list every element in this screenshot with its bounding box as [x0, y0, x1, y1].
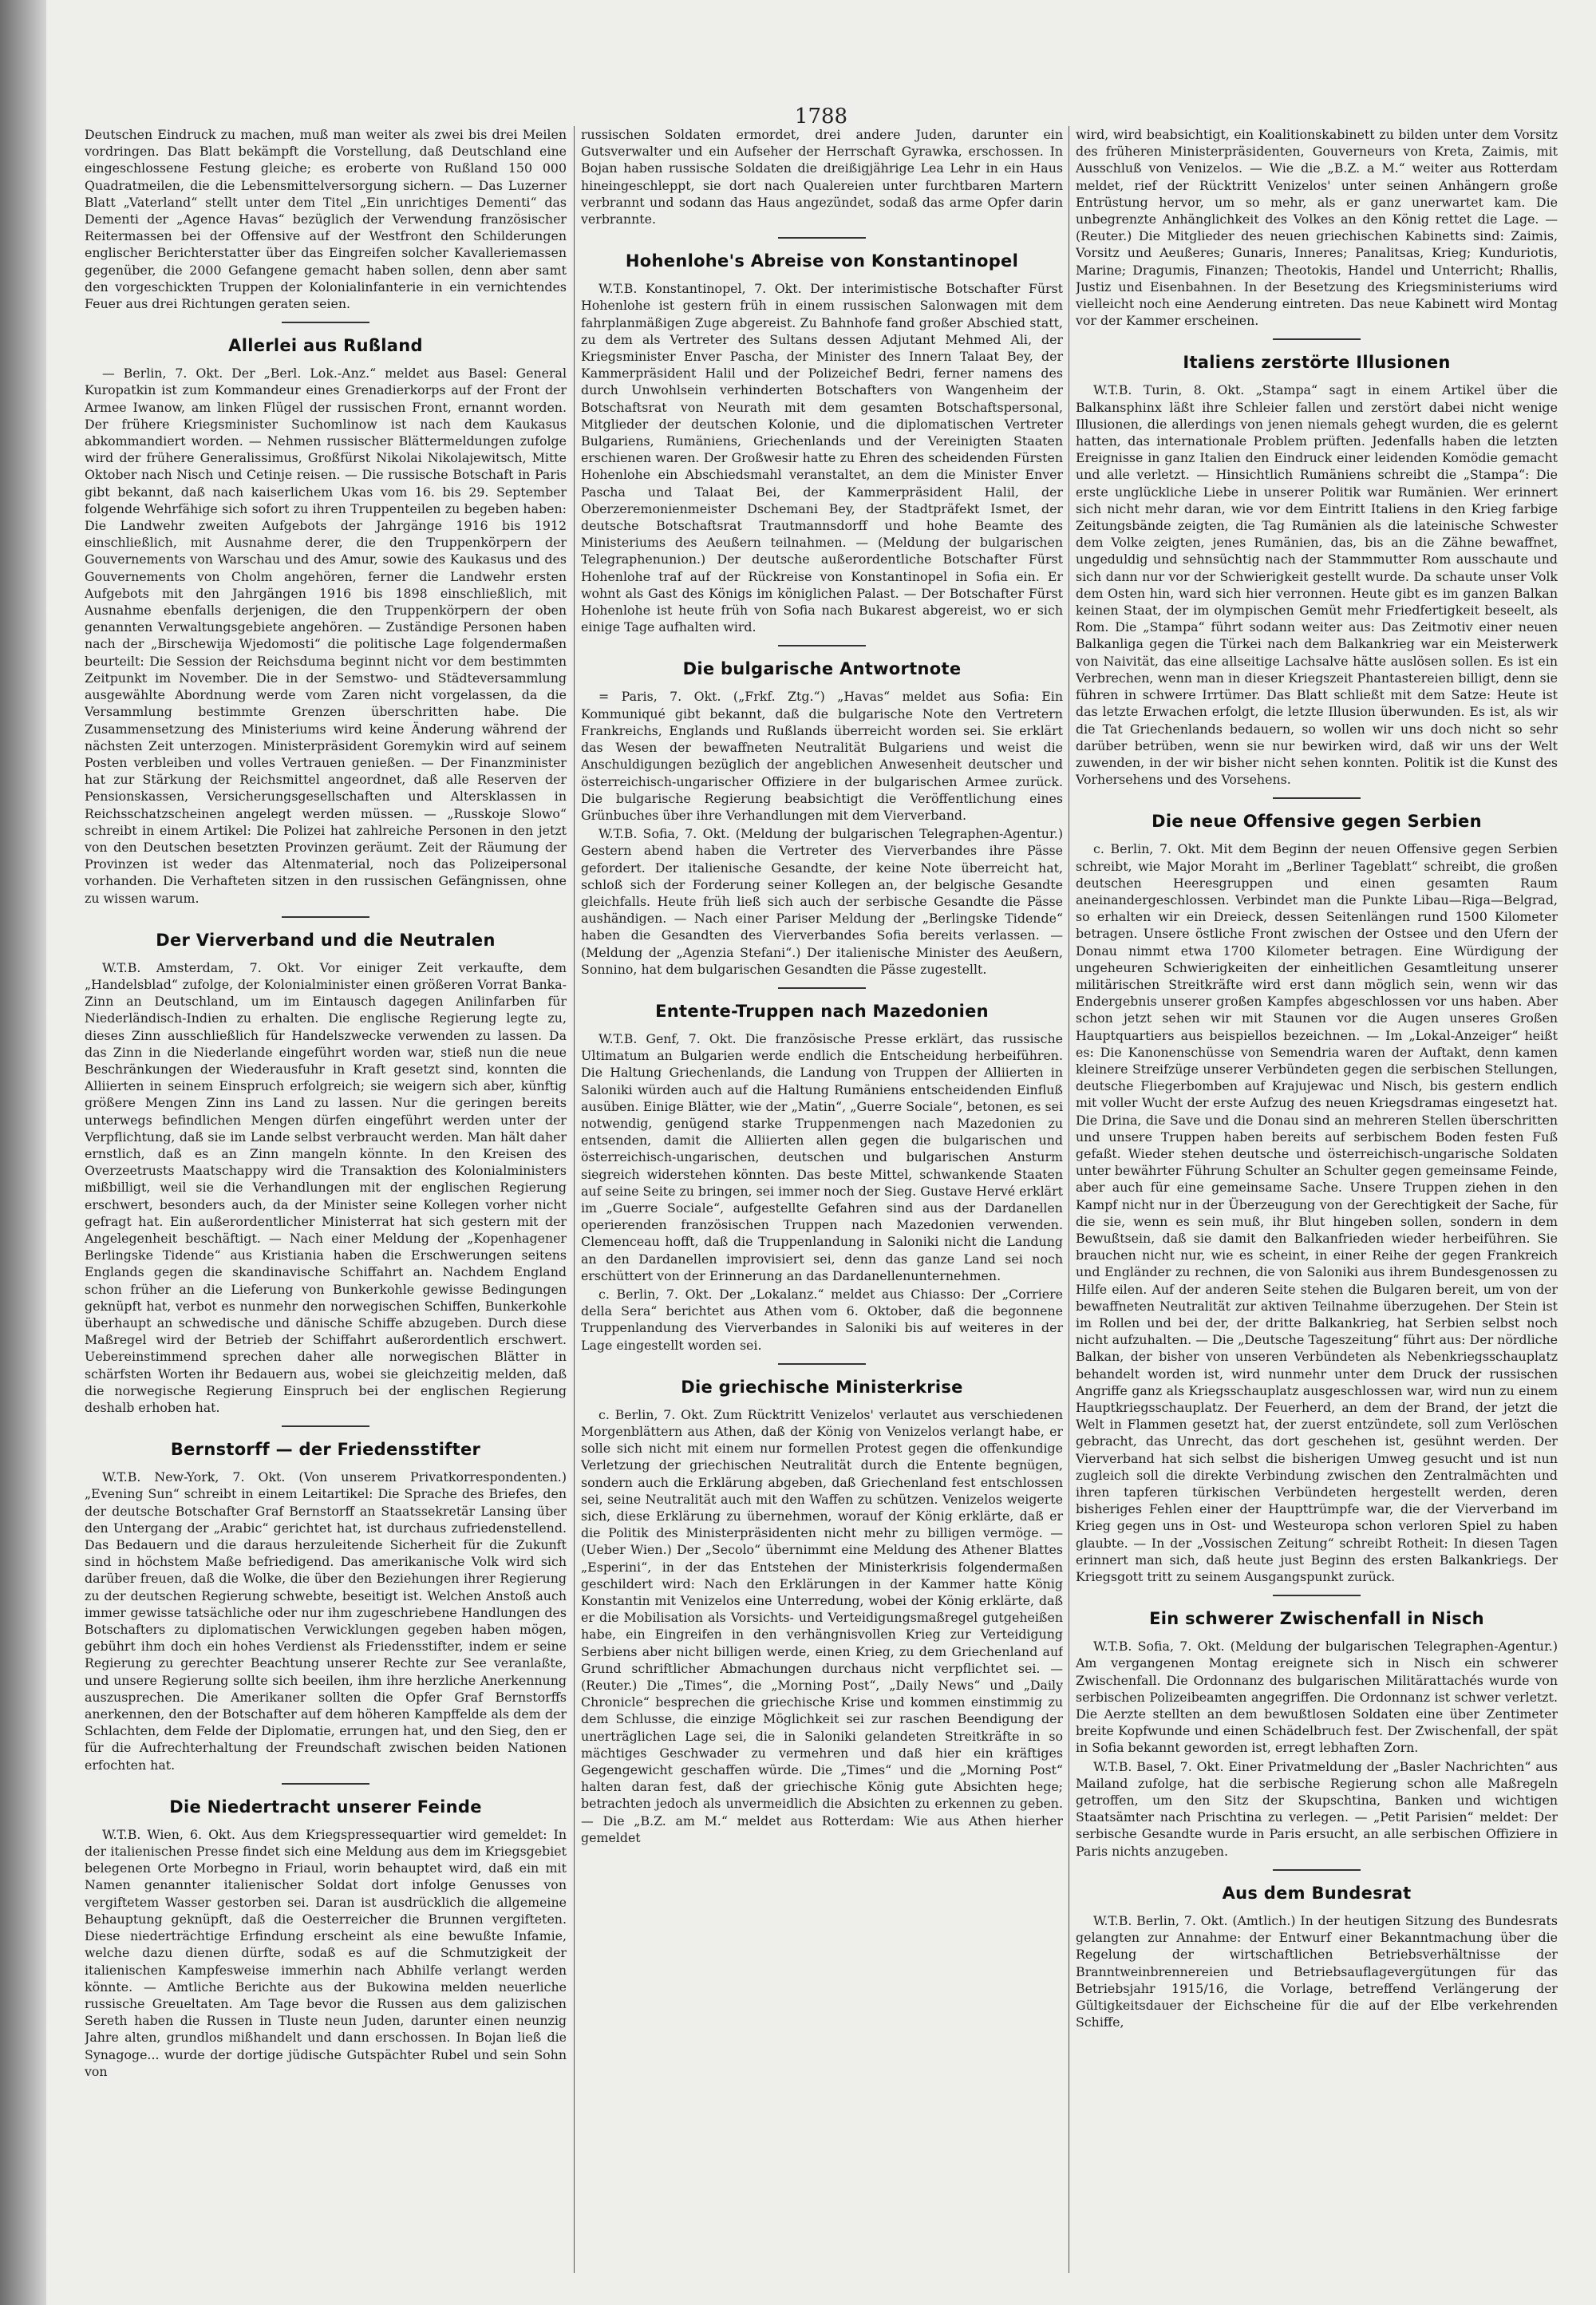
newspaper-page	[46, 0, 1596, 2305]
separator	[1273, 338, 1361, 340]
article-continuation: wird, wird beabsichtigt, ein Koalitionskabinett zu bilden unter dem Vorsitz des früheren Ministerpräsidenten, Gouverneurs von Kreta, Zaimis, mit Ausschluß von Venizelos. — Wie die „B.Z. a M.“ weiter aus Rotterdam meldet, rief der Rücktritt Venizelos' unter seinen Anhängern große Entrüstung hervor, um so mehr, als er ganz unerwartet kam. Die unbegrenzte Anhänglichkeit des Volkes an den König rettet die Lage. — (Reuter.) Die Mitglieder des neuen griechischen Kabinetts sind: Zaimis, Vorsitz und Aeußeres; Gunaris, Inneres; Panalitsas, Krieg; Kunduriotis, Marine; Dragumis, Finanzen; Theotokis, Handel und Unterricht; Rhallis, Justiz und Eisenbahnen. In der Besetzung des Kriegsministeriums wird vielleicht noch eine Aenderung eintreten. Das neue Kabinett wird Montag vor der Kammer erscheinen.	[1076, 127, 1558, 329]
article-entente-mazedonien: W.T.B. Genf, 7. Okt. Die französische Presse erklärt, das russische Ultimatum an Bulgarien werde endlich die Entscheidung herbeiführen. Die Haltung Griechenlands, die Landung von Truppen der Alliierten in Saloniki würden auch auf die Haltung Rumäniens entscheidenden Einfluß ausüben. Einige Blätter, wie der „Matin“, „Guerre Sociale“, betonen, es sei notwendig, genügend starke Truppenmengen nach Mazedonien zu entsenden, damit die Alliierten allen gegen die bulgarischen und österreichisch-ungarischen, deutschen und bulgarischen Ansturm siegreich widerstehen könnten. Das beste Mittel, schwankende Staaten auf seine Seite zu bringen, sei immer noch der Sieg. Gustave Hervé erklärt im „Guerre Sociale“, aufgestellte Gefahren sind aus der Dardanellen operierenden französischen Truppen nach Mazedonien verwenden. Clemenceau hofft, daß die Truppenlandung in Saloniki nicht die Landung an den Dardanellen improvisiert sei, denn das ganze Land sei noch erschüttert von der Erinnerung an das Dardanellenunternehmen.	[581, 1030, 1063, 1283]
headline-bulgarische-antwortnote: Die bulgarische Antwortnote	[682, 659, 962, 679]
headline-bundesrat: Aus dem Bundesrat	[1222, 1883, 1412, 1903]
article-russland: — Berlin, 7. Okt. Der „Berl. Lok.-Anz.“ meldet aus Basel: General Kuropatkin ist zum Kommandeur eines Grenadierkorps auf der Front der Armee Iwanow, am linken Flügel der russischen Front, ernannt worden. Der frühere Kriegsminister Suchomlinow ist nach dem Kaukasus abkommandiert worden. — Nehmen russischer Blättermeldungen zufolge wird der frühere Generalissimus, Großfürst Nikolai Nikolajewitsch, Mitte Oktober nach Nisch und Cetinje reisen. — Die russische Botschaft in Paris gibt bekannt, daß nach kaiserlichem Ukas vom 16. bis 29. September folgende Wehrfähige sich sofort zu ihren Truppenteilen zu begeben haben: Die Landwehr zweiten Aufgebots der Jahrgänge 1916 bis 1912 einschließlich, mit Ausnahme derer, die den Truppenkörpern der Gouvernements von Warschau und des Amur, sowie des Kaukasus und des Gouvernements von Cholm angehören, ferner die Landwehr ersten Aufgebots mit den Jahrgängen 1916 bis 1898 einschließlich, mit Ausnahme ebenfalls derjenigen, die den Truppenkörpern der oben genannten Verwaltungsgebiete angehören. — Zuständige Personen haben nach der „Birschewija Wjedomosti“ die politische Lage folgendermaßen beurteilt: Die Session der Reichsduma beginnt nicht vor dem bestimmten Zeitpunkt im November. Die in der Semstwo- und Städteversammlung ausgewählte Abordnung werde vom Zaren nicht vorgelassen, da die Versammlung bestimmte Grenzen überschritten habe. Die Zusammensetzung des Ministeriums wird keine Änderung während der nächsten Zeit unterzogen. Ministerpräsident Goremykin wird auf seinem Posten verbleiben und volles Vertrauen genießen. — Der Finanzminister hat zur Stärkung der Reichsmittel angeordnet, daß alle Reserven der Pensionskassen, Versicherungsgesellschaften und Altersklassen in Reichsschatzscheinen angelegt werden müssen. — „Russkoje Slowo“ schreibt in einem Artikel: Die Polizei hat zahlreiche Personen in den jetzt von den Deutschen besetzten Provinzen geräumt. Zeit der Räumung der Provinzen ist weder das Altenmaterial, noch das Polizeipersonal vorhanden. Die Verhafteten sitzen in den russischen Gefängnissen, ohne zu wissen warum.	[85, 366, 567, 906]
article-bulgarische-antwortnote: = Paris, 7. Okt. („Frkf. Ztg.“) „Havas“ meldet aus Sofia: Ein Kommuniqué gibt bekannt, daß die bulgarische Note den Vertretern Frankreichs, Englands und Rußlands überreicht worden sei. Sie erklärt das Wesen der bewaffneten Neutralität Bulgariens und weist die Anschuldigungen bezüglich der angeblichen Anwesenheit deutscher und österreichisch-ungarischer Offiziere in der bulgarischen Armee zurück. Die bulgarische Regierung beabsichtigt die Veröffentlichung eines Grünbuches über ihre Verhandlungen mit dem Vierverband.	[581, 689, 1063, 823]
article-bernstorff: W.T.B. New-York, 7. Okt. (Von unserem Privatkorrespondenten.) „Evening Sun“ schreibt in einem Leitartikel: Die Sprache des Briefes, den der deutsche Botschafter Graf Bernstorff an Staatssekretär Lansing über den Untergang der „Arabic“ gerichtet hat, ist durchaus zufriedenstellend. Das Bedauern und die daraus herzuleitende Sicherheit für die Zukunft sind in höchstem Maße befriedigend. Das amerikanische Volk wird sich darüber freuen, daß die Wolke, die über den Beziehungen ihrer Regierung zu der deutschen Regierung schwebte, beseitigt ist. Welchen Anstoß auch immer gewisse tatsächliche oder nur ihm zugeschriebene Handlungen des Botschafters zu diplomatischen Verwicklungen gegeben haben mögen, gebührt ihm doch ein hohes Verdienst als Friedensstifter, indem er seine Regierung zu gerechter Beachtung unserer Rechte zur See veranlaßte, und unsere Regierung sollte sich beeilen, ihm ihre herzliche Anerkennung auszusprechen. Die Amerikaner sollten die Opfer Graf Bernstorffs anerkennen, den der Botschafter auf dem höheren Kampffelde als dem der Schlachten, dem Felde der Diplomatie, errungen hat, und den Sieg, den er für die Aufrechterhaltung der Freundschaft zwischen beiden Nationen erfochten hat.	[85, 1469, 567, 1773]
article-hohenlohe: W.T.B. Konstantinopel, 7. Okt. Der interimistische Botschafter Fürst Hohenlohe ist gestern früh in einem russischen Salonwagen mit dem fahrplanmäßigen Zuge abgereist. Zu Bahnhofe fand großer Abschied statt, zu dem als Vertreter des Sultans dessen Adjutant Mehmed Ali, der Kriegsminister Enver Pascha, der Minister des Innern Talaat Bey, der Kammerpräsident Halil und der Polizeichef Bedri, ferner namens des durch Unwohlsein verhinderten Botschafters von Wangenheim der Botschaftsrat von Neurath mit dem gesamten Botschaftspersonal, Mitglieder der deutschen Kolonie, und die diplomatischen Vertreter Bulgariens, Rumäniens, Griechenlands und der Vereinigten Staaten erschienen waren. Der Großwesir hatte zu Ehren des scheidenden Fürsten Hohenlohe ein Abschiedsmahl veranstaltet, an dem die Minister Enver Pascha und Talaat Bei, der Kammerpräsident Halil, der Oberzeremonienmeister Dschemani Bey, der Stadtpräfekt Ismet, der deutsche Botschaftsrat Trautmannsdorff und hohe Beamte des Ministeriums des Aeußern teilnahmen. — (Meldung der bulgarischen Telegraphenunion.) Der deutsche außerordentliche Botschafter Fürst Hohenlohe traf auf der Rückreise von Konstantinopel in Sofia ein. Er wohnt als Gast des Königs im königlichen Palast. — Der Botschafter Fürst Hohenlohe ist heute früh von Sofia nach Bukarest abgereist, wo er sich einige Tage aufhalten wird.	[581, 281, 1063, 635]
article-italiens-illusionen: W.T.B. Turin, 8. Okt. „Stampa“ sagt in einem Artikel über die Balkansphinx läßt ihre Schleier fallen und zerstört dabei nicht wenige Illusionen, die allerdings von jenen niemals gehegt wurden, die es gelernt hatten, das internationale Problem prüften. Jedenfalls haben die letzten Ereignisse in ganz Italien den Eindruck einer leidenden Komödie gemacht und alle verletzt. — Hinsichtlich Rumäniens schreibt die „Stampa“: Die erste unglückliche Liebe in unserer Politik war Rumänien. Wer erinnert sich nicht mehr daran, wie vor dem Eintritt Italiens in den Krieg farbige Zeitungsbände zeigten, die Tag Rumänien als die lateinische Schwester dem Volke zeigten, jenes Rumänien, das, bis an die Zähne bewaffnet, ungeduldig und sehnsüchtig nach der Stammmutter Rom ausschaute und sich dann nur vor der Schwierigkeit gestellt wurde. Da schaute unser Volk dem Osten hin, ward sich hier verronnen. Heute gibt es im ganzen Balkan keinen Staat, der im olympischen Gemüt mehr Friedfertigkeit beseelt, als Rom. Die „Stampa“ führt sodann weiter aus: Das Zeitmotiv einer neuen Balkanliga gegen die Türkei nach dem Balkankrieg war ein Meisterwerk von Naivität, das eine allseitige Lachsalve hätte auslösen sollen. Es ist ein Verbrechen, wenn man in dieser Kriegszeit Phantastereien billigt, denn sie führen in schwere Irrtümer. Das Blatt schließt mit dem Satze: Heute ist das letzte Erwachen erfolgt, die letzte Illusion überwunden. Es ist, als wir die Tat Griechenlands bedauern, so wollen wir uns doch nicht so sehr darüber betrüben, wenn sie nur bewirken wird, daß wir uns der Welt zuwenden, in der wir bisher nicht sehen konnten. Politik ist die Kunst des Vorhersehens und des Vorsehens.	[1076, 382, 1558, 788]
article-zwischenfall-nisch-2: W.T.B. Basel, 7. Okt. Einer Privatmeldung der „Basler Nachrichten“ aus Mailand zufolge, hat die serbische Regierung schon alle Maßregeln getroffen, um den Sitz der Skupschtina, Banken und wichtigen Staatsämter nach Prischtina zu verlegen. — „Petit Parisien“ meldet: Der serbische Gesandte wurde in Paris ersucht, an alle serbischen Offiziere in Paris nichts anzugeben.	[1076, 1758, 1558, 1859]
article-bundesrat: W.T.B. Berlin, 7. Okt. (Amtlich.) In der heutigen Sitzung des Bundesrats gelangten zur Annahme: der Entwurf einer Bekanntmachung über die Regelung der wirtschaftlichen Betriebsverhältnisse der Branntweinbrennereien und Betriebsauflagevergütungen für das Betriebsjahr 1915/16, die Vorlage, betreffend Verlängerung der Gültigkeitsdauer der Eichscheine für die auf der Elbe verkehrenden Schiffe,	[1076, 1912, 1558, 2030]
column-rule-left	[574, 126, 575, 2273]
article-vierverband-neutralen: W.T.B. Amsterdam, 7. Okt. Vor einiger Zeit verkaufte, dem „Handelsblad“ zufolge, der Kolonialminister einen größeren Vorrat Banka-Zinn an Deutschland, um im Eintausch dagegen Anilinfarben für Niederländisch-Indien zu erhalten. Die englische Regierung legte zu, dieses Zinn ausschließlich für Handelszwecke verwenden zu lassen. Da das Zinn in die Niederlande eingeführt worden war, stieß nun die neue Beschränkungen der Wiederausfuhr in Kraft gesetzt sind, konnten die Alliierten in seinem Einspruch erfolgreich; sie weigern sich aber, künftig größere Mengen Zinn ins Land zu lassen. Nur die geringen bereits unterwegs befindlichen Mengen dürfen eingeführt werden unter der Verpflichtung, daß sie im Lande selbst verbraucht werden. Man hält daher ernstlich, daß es an Zinn mangeln könnte. In den Kreisen des Overzeetrusts Maatschappy wird die Transaktion des Kolonialministers mißbilligt, weil sie die Verhandlungen mit der englischen Regierung erschwert, besonders auch, da der Minister seine Kollegen vorher nicht gefragt hat. Ein außerordentlicher Ministerrat hat sich gestern mit der Angelegenheit beschäftigt. — Nach einer Meldung der „Kopenhagener Berlingske Tidende“ aus Kristiania haben die Erschwerungen seitens Englands gegen die skandinavische Schiffahrt an. Nachdem England schon früher an die Lieferung von Bunkerkohle gewisse Bedingungen geknüpft hat, verbot es nunmehr den norwegischen Schiffen, Bunkerkohle überhaupt an schwedische und dänische Schiffe abzugeben. Durch diese Maßregel wird der Betrieb der Schiffahrt außerordentlich erschwert. Uebereinstimmend sprechen daher alle norwegischen Blätter in schärfsten Worten ihr Bedauern aus, wobei sie gleichzeitig melden, daß die norwegische Regierung Einspruch bei der englischen Regierung deshalb erhoben hat.	[85, 959, 567, 1416]
headline-hohenlohe: Hohenlohe's Abreise von Konstantinopel	[625, 251, 1019, 271]
separator	[282, 322, 369, 323]
separator	[282, 916, 369, 918]
separator	[778, 645, 866, 646]
headline-niedertracht: Die Niedertracht unserer Feinde	[169, 1797, 482, 1817]
separator	[1273, 1595, 1361, 1596]
article-offensive-serbien: c. Berlin, 7. Okt. Mit dem Beginn der neuen Offensive gegen Serbien schreibt, wie Major Moraht im „Berliner Tageblatt“ schreibt, die großen deutschen Heeresgruppen und einen gesamten Raum aneinandergeschlossen. Verbindet man die Punkte Libau—Riga—Belgrad, so erhalten wir ein Dreieck, dessen Seitenlängen rund 1500 Kilometer betragen. Unsere östliche Front zwischen der Ostsee und den Ufern der Donau nimmt etwa 1700 Kilometer betragen. Eine Würdigung der ungeheuren Schwierigkeiten der einheitlichen Gesamtleitung unserer militärischen Streitkräfte wird erst dann möglich sein, wenn wir das Endergebnis unserer großen Kampfes abgeschlossen vor uns haben. Aber schon jetzt sehen wir mit Staunen vor die Augen unseres Großen Hauptquartiers aus beispiellos bezeichnen. — Im „Lokal-Anzeiger“ heißt es: Die Kanonenschüsse von Semendria waren der Auftakt, denn kamen kleinere Streifzüge unserer Verbündeten gegen die serbischen Stellungen, deutsche Fliegerbomben auf Krajujewac und Nisch, bis gestern endlich mit voller Wucht der erste Aufzug des neuen Kriegsdramas eingesetzt hat. Die Drina, die Save und die Donau sind an mehreren Stellen überschritten und unsere Truppen haben bereits auf serbischem Boden festen Fuß gefaßt. Wieder stehen deutsche und österreichisch-ungarische Soldaten unter bewährter Führung Schulter an Schulter gegen gemeinsame Feinde, aber auch für eine gemeinsame Sache. Unsere Truppen ziehen in den Kampf nicht nur in der Überzeugung von der Gerechtigkeit der Sache, für die sie, wenn es sein muß, ihr Blut hingeben sollen, sondern in dem Bewußtsein, daß sie damit den Balkanfrieden wieder herbeiführen. Sie brauchen nicht nur, wie es scheint, in einer Reihe der gegen Frankreich und Engländer zu rechnen, die von Saloniki aus ihrem Bundesgenossen zu Hilfe eilen. Auf der anderen Seite stehen die Bulgaren bereit, um von der bewaffneten Neutralität zur aktiven Teilnahme überzugehen. Der Stein ist im Rollen und bei der, der dritte Balkankrieg, hat Serbien selbst noch nicht aufzuhalten. — Die „Deutsche Tageszeitung“ führt aus: Der nördliche Balkan, der bisher von unseren Verbündeten als Nebenkriegsschauplatz behandelt worden ist, wird nunmehr unter dem Druck der russischen Angriffe ganz als Kriegsschauplatz ausgeschlossen war, wird nun zu einem Hauptkriegsschauplatz. Der Feuerherd, an dem der Brand, der jetzt die Welt in Flammen gesetzt hat, der zuerst entzündete, soll zum Verlöschen gebracht, das Unrecht, das dort geschehen ist, gesühnt werden. Der Vierverband hat sich selbst die bisherigen Umweg gesucht und ist nun zugleich soll die direkte Verbindung zwischen den Zentralmächten und ihren tapferen türkischen Verbündeten hergestellt werden, deren bisheriges Fehlen einer der Haupttrümpfe war, die der Vierverband im Krieg gegen uns in Ost- und Westeuropa schon verloren Spiel zu haben glaubte. — In der „Vossischen Zeitung“ schreibt Rotheit: In diesen Tagen erinnert man sich, daß heute just Beginn des ersten Balkankriegs. Der Kriegsgott tritt zu seinem Ausgangspunkt zurück.	[1076, 841, 1558, 1585]
separator	[778, 237, 866, 239]
article-niedertracht: W.T.B. Wien, 6. Okt. Aus dem Kriegspressequartier wird gemeldet: In der italienischen Presse findet sich eine Meldung aus dem im Kriegsgebiet belegenen Orte Morbegno in Friaul, worin behauptet wird, daß ein mit Namen genannter italienischer Soldat dort infolge Genusses von vergiftetem Wasser gestorben sei. Daran ist ausdrücklich die allgemeine Behauptung geknüpft, daß die Oesterreicher die Brunnen vergifteten. Diese niederträchtige Erfindung erscheint als eine bewußte Infamie, welche dazu dienen dürfte, sodaß es auf die Schmutzigkeit der italienischen Kampfesweise immerhin nach Abhilfe verlangt werden könnte. — Amtliche Berichte aus der Bukowina melden neuerliche russische Greueltaten. Am Tage bevor die Russen aus dem galizischen Sereth haben die Russen in Tluste neun Juden, darunter einen neunzig Jahre alten, grundlos mißhandelt und dann erschossen. In Bojan ließ die Synagoge... wurde der dortige jüdische Gutspächter Rubel und sein Sohn von	[85, 1826, 567, 2079]
article-zwischenfall-nisch: W.T.B. Sofia, 7. Okt. (Meldung der bulgarischen Telegraphen-Agentur.) Am vergangenen Montag ereignete sich in Nisch ein schwerer Zwischenfall. Die Ordonnanz des bulgarischen Militärattachés wurde von serbischen Polizeibeamten angegriffen. Die Ordonnanz ist schwer verletzt. Die Aerzte stellten an dem bewußtlosen Soldaten eine über Zentimeter breite Kopfwunde und einen Schädelbruch fest. Der Zwischenfall, der spät in Sofia bekannt geworden ist, erregt lebhaften Zorn.	[1076, 1639, 1558, 1756]
article-continuation: Deutschen Eindruck zu machen, muß man weiter als zwei bis drei Meilen vordringen. Das Blatt bekämpft die Vorstellung, daß Deutschland eine eingeschlossene Festung gleiche; es eroberte von Rußland 150 000 Quadratmeilen, die die Lebensmittelversorgung sichern. — Das Luzerner Blatt „Vaterland“ stellt unter dem Titel „Ein unrichtiges Dementi“ das Dementi der „Agence Havas“ bezüglich der Verwendung französischer Reitermassen bei der Offensive auf der Westfront den Schilderungen englischer Berichterstatter über das Eingreifen solcher Kavalleriemassen gegenüber, die 2000 Gefangene gemacht haben sollen, denn aber samt den vorgeschickten Truppen der Kolonialinfanterie in ein vernichtendes Feuer aus drei Richtungen geraten seien.	[85, 127, 567, 312]
headline-zwischenfall-nisch: Ein schwerer Zwischenfall in Nisch	[1149, 1609, 1484, 1629]
column-1	[85, 126, 567, 2281]
article-griechische-ministerkrise: c. Berlin, 7. Okt. Zum Rücktritt Venizelos' verlautet aus verschiedenen Morgenblättern aus Athen, daß der König von Venizelos verlangt habe, er solle sich nicht mit einem nur formellen Protest gegen die offenkundige Verletzung der griechischen Neutralität durch die Entente begnügen, sondern auch die Erklärung abgeben, daß Griechenland fest entschlossen sei, seine Neutralität auch mit den Waffen zu schützen. Venizelos weigerte sich, diese Erklärung zu übernehmen, worauf der König erklärte, daß er die Politik des Ministerpräsidenten nicht mehr zu billigen vermöge. — (Ueber Wien.) Der „Secolo“ übernimmt eine Meldung des Athener Blattes „Esperini“, in der das Entstehen der Ministerkrisis folgendermaßen geschildert wird: Nach den Erklärungen in der Kammer hatte König Konstantin mit Venizelos eine Unterredung, wobei der König erklärte, daß er die Mobilisation als Vorsichts- und Verteidigungsmaßregel gutgeheißen habe, ein Eingreifen in den verhängnisvollen Krieg zur Verteidigung Serbiens aber nicht billigen werde, einen Krieg, zu dem Griechenland auf Grund schriftlicher Abmachungen durchaus nicht verpflichtet sei. — (Reuter.) Die „Times“, die „Morning Post“, „Daily News“ und „Daily Chronicle“ besprechen die griechische Krise und kommen einstimmig zu dem Schlusse, die einzige Möglichkeit sei zur raschen Beendigung der unerträglichen Lage sei, die in Saloniki gelandeten Streitkräfte in so mächtiges Geschwader zu vermehren und daß hier ein kräftiges Gegengewicht geschaffen würde. Die „Times“ und die „Morning Post“ halten daran fest, daß der griechische König gute Absichten hege; betrachten jedoch als unvermeidlich die Absichten zu erkennen zu geben. — Die „B.Z. am M.“ meldet aus Rotterdam: Wie aus Athen hierher gemeldet	[581, 1406, 1063, 1845]
headline-russland: Allerlei aus Rußland	[228, 336, 423, 356]
headline-entente-mazedonien: Entente-Truppen nach Mazedonien	[655, 1001, 989, 1021]
separator	[282, 1425, 369, 1427]
headline-griechische-ministerkrise: Die griechische Ministerkrise	[681, 1377, 963, 1397]
separator	[282, 1783, 369, 1785]
separator	[778, 1363, 866, 1365]
article-continuation: russischen Soldaten ermordet, drei andere Juden, darunter ein Gutsverwalter und ein Aufseher der Herrschaft Gyrawka, erschossen. In Bojan haben russische Soldaten die dreißigjährige Lea Lehr in ein Haus hineingeschleppt, sie dort nach Qualereien unter furchtbaren Martern verbrannt und sodann das Haus angezündet, sodaß das arme Opfer darin verbrannte.	[581, 127, 1063, 227]
column-2	[581, 126, 1063, 2281]
book-binding-edge	[0, 0, 46, 2305]
article-entente-mazedonien-2: c. Berlin, 7. Okt. Der „Lokalanz.“ meldet aus Chiasso: Der „Corriere della Sera“ berichtet aus Athen vom 6. Oktober, daß die begonnene Truppenlandung des Vierverbandes in Saloniki bis auf weiteres in der Lage eingestellt worden sei.	[581, 1286, 1063, 1353]
headline-vierverband-neutralen: Der Vierverband und die Neutralen	[156, 930, 496, 950]
article-bulgarische-antwortnote-2: W.T.B. Sofia, 7. Okt. (Meldung der bulgarischen Telegraphen-Agentur.) Gestern abend haben die Vertreter des Vierverbandes ihre Pässe gefordert. Der italienische Gesandte, der keine Note überreicht hat, schloß sich der Forderung seiner Kollegen an, der belgische Gesandte gleichfalls. Heute früh ließ sich auch der serbische Gesandte die Pässe aushändigen. — Nach einer Pariser Meldung der „Berlingske Tidende“ haben die Gesandten des Vierverbandes Sofia bereits verlassen. — (Meldung der „Agenzia Stefani“.) Der italienische Minister des Aeußern, Sonnino, hat dem bulgarischen Gesandten die Pässe zugestellt.	[581, 826, 1063, 977]
headline-bernstorff: Bernstorff — der Friedensstifter	[170, 1440, 481, 1460]
page-number: 1788	[794, 105, 848, 128]
headline-italiens-illusionen: Italiens zerstörte Illusionen	[1183, 353, 1451, 373]
headline-offensive-serbien: Die neue Offensive gegen Serbien	[1152, 812, 1482, 832]
separator	[778, 987, 866, 989]
separator	[1273, 797, 1361, 799]
separator	[1273, 1869, 1361, 1871]
column-3	[1076, 126, 1558, 2281]
